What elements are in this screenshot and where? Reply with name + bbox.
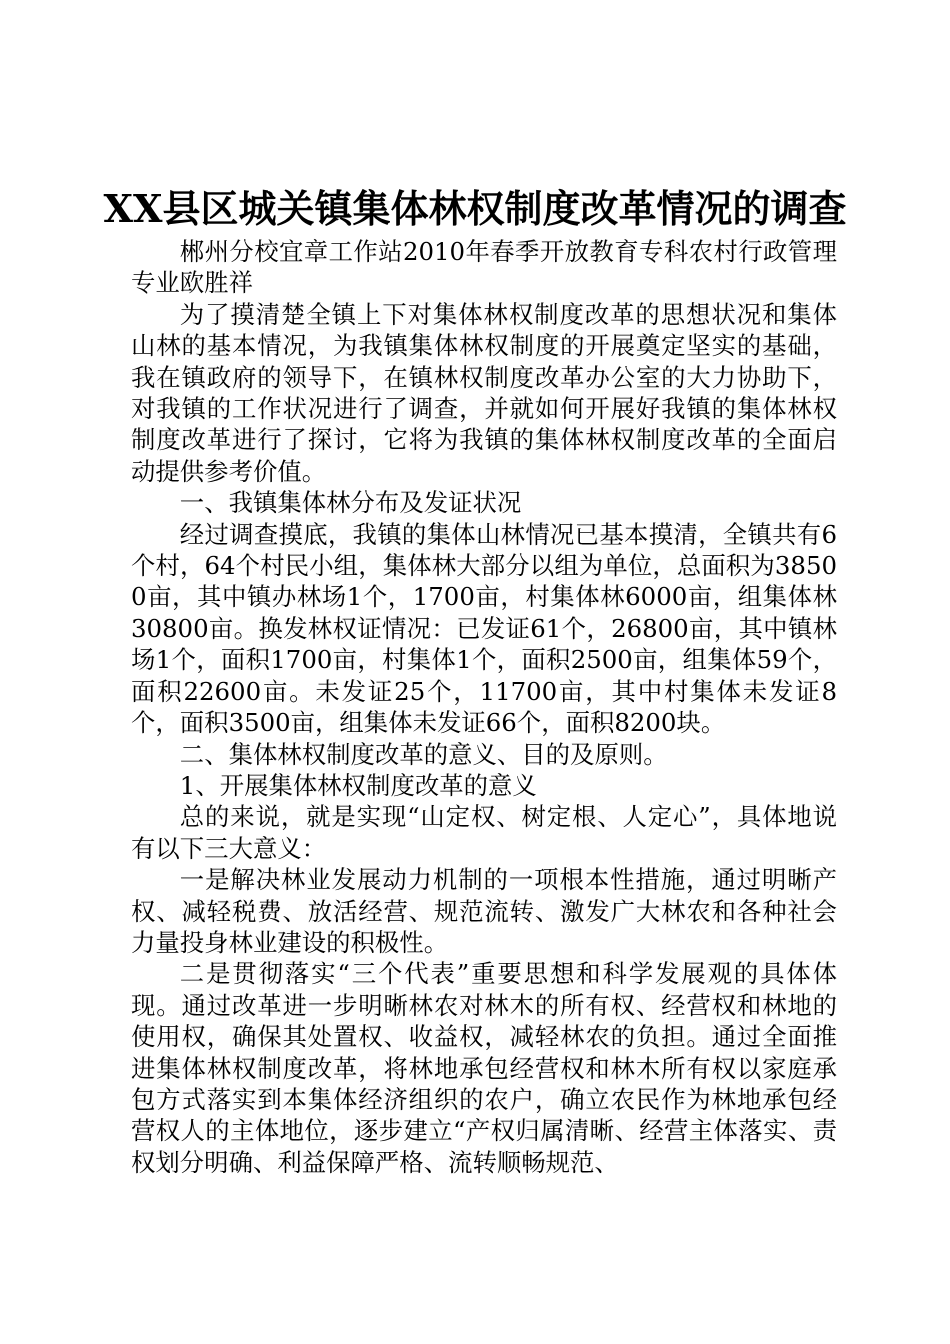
- intro-paragraph: 为了摸清楚全镇上下对集体林权制度改革的思想状况和集体山林的基本情况，为我镇集体林权制度的开展奠定坚实的基础，我在镇政府的领导下，在镇林权制度改革办公室的大力协助下，对我镇的工作状况进行了调查，并就如何开展好我镇的集体林权制度改革进行了探讨，它将为我镇的集体林权制度改革的全面启动提供参考价值。: [131, 299, 837, 486]
- section-heading-2: 二、集体林权制度改革的意义、目的及原则。: [179, 739, 668, 769]
- document-body: [131, 236, 837, 1178]
- subsection-heading-1: 1、开展集体林权制度改革的意义: [179, 770, 537, 800]
- paragraph-significance-1: 一是解决林业发展动力机制的一项根本性措施，通过明晰产权、减轻税费、放活经营、规范流转、激发广大林农和各种社会力量投身林业建设的积极性。: [131, 865, 837, 957]
- section-heading-1: 一、我镇集体林分布及发证状况: [179, 488, 522, 518]
- paragraph-summary: 总的来说，就是实现“山定权、树定根、人定心”，具体地说有以下三大意义：: [131, 802, 837, 863]
- document-title: XX县区城关镇集体林权制度改革情况的调查: [103, 186, 847, 231]
- author-line: 郴州分校宜章工作站2010年春季开放教育专科农村行政管理专业欧胜祥: [131, 237, 837, 298]
- paragraph-distribution: 经过调查摸底，我镇的集体山林情况已基本摸清，全镇共有6个村，64个村民小组，集体林大部分以组为单位，总面积为38500亩，其中镇办林场1个，1700亩，村集体林6000亩，组集体林30800亩。换发林权证情况：已发证61个，26800亩，其中镇林场1个，面积1700亩，村集体1个，面积2500亩，组集体59个，面积22600亩。未发证25个，11700亩，其中村集体未发证8个，面积3500亩，组集体未发证66个，面积8200块。: [131, 519, 837, 738]
- paragraph-significance-2: 二是贯彻落实“三个代表”重要思想和科学发展观的具体体现。通过改革进一步明晰林农对林木的所有权、经营权和林地的使用权，确保其处置权、收益权，减轻林农的负担。通过全面推进集体林权制度改革，将林地承包经营权和林木所有权以家庭承包方式落实到本集体经济组织的农户，确立农民作为林地承包经营权人的主体地位，逐步建立“产权归属清晰、经营主体落实、责权划分明确、利益保障严格、流转顺畅规范、: [131, 959, 837, 1177]
